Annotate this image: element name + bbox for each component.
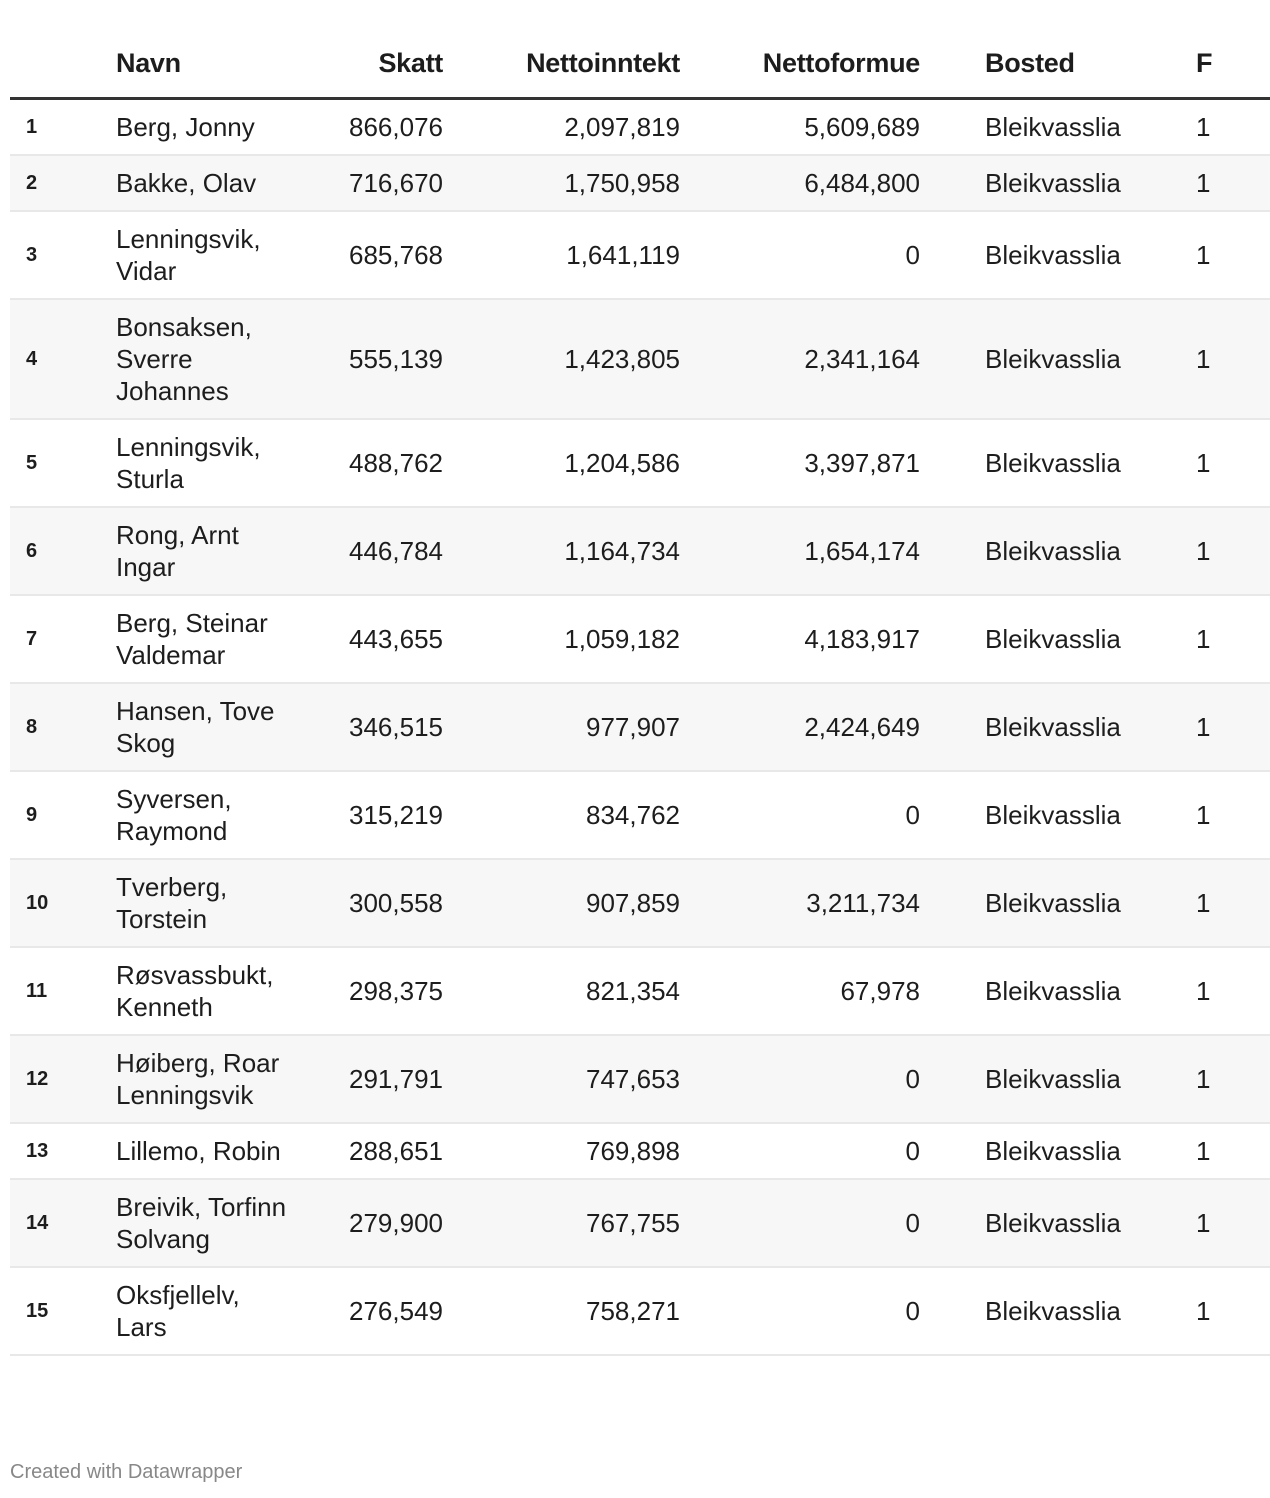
- cell-nettoformue: 0: [680, 771, 920, 859]
- cell-f: 1: [1196, 683, 1270, 771]
- cell-rank: 9: [10, 771, 116, 859]
- cell-nettoinntekt: 977,907: [443, 683, 680, 771]
- cell-nettoformue: 0: [680, 211, 920, 299]
- cell-bosted: Bleikvasslia: [920, 299, 1196, 419]
- cell-nettoformue: 0: [680, 1035, 920, 1123]
- header-nettoinntekt[interactable]: Nettoinntekt: [443, 30, 680, 99]
- header-skatt[interactable]: Skatt: [296, 30, 443, 99]
- cell-nettoformue: 0: [680, 1179, 920, 1267]
- table-row: [10, 1179, 1270, 1267]
- cell-bosted: Bleikvasslia: [920, 859, 1196, 947]
- table-row: [10, 155, 1270, 211]
- cell-nettoformue: 6,484,800: [680, 155, 920, 211]
- cell-skatt: 291,791: [296, 1035, 443, 1123]
- table-row: [10, 947, 1270, 1035]
- table-row: [10, 299, 1270, 419]
- cell-rank: 6: [10, 507, 116, 595]
- cell-f: 1: [1196, 1179, 1270, 1267]
- cell-nettoinntekt: 1,641,119: [443, 211, 680, 299]
- cell-navn: Lenningsvik, Vidar: [116, 211, 296, 299]
- cell-navn: Hansen, Tove Skog: [116, 683, 296, 771]
- cell-bosted: Bleikvasslia: [920, 419, 1196, 507]
- cell-rank: 5: [10, 419, 116, 507]
- cell-bosted: Bleikvasslia: [920, 771, 1196, 859]
- table-row: [10, 771, 1270, 859]
- table-row: [10, 211, 1270, 299]
- cell-f: 1: [1196, 1123, 1270, 1179]
- cell-rank: 7: [10, 595, 116, 683]
- table-row: [10, 683, 1270, 771]
- cell-rank: 4: [10, 299, 116, 419]
- table-row: [10, 507, 1270, 595]
- cell-rank: 14: [10, 1179, 116, 1267]
- cell-bosted: Bleikvasslia: [920, 1035, 1196, 1123]
- cell-bosted: Bleikvasslia: [920, 595, 1196, 683]
- cell-skatt: 288,651: [296, 1123, 443, 1179]
- cell-skatt: 555,139: [296, 299, 443, 419]
- cell-rank: 13: [10, 1123, 116, 1179]
- cell-nettoformue: 5,609,689: [680, 99, 920, 156]
- table-header: [10, 30, 1270, 99]
- cell-navn: Lillemo, Robin: [116, 1123, 296, 1179]
- cell-f: 1: [1196, 507, 1270, 595]
- cell-skatt: 716,670: [296, 155, 443, 211]
- cell-rank: 2: [10, 155, 116, 211]
- cell-f: 1: [1196, 771, 1270, 859]
- cell-nettoinntekt: 821,354: [443, 947, 680, 1035]
- cell-navn: Oksfjellelv, Lars: [116, 1267, 296, 1355]
- cell-rank: 11: [10, 947, 116, 1035]
- cell-nettoformue: 4,183,917: [680, 595, 920, 683]
- cell-f: 1: [1196, 155, 1270, 211]
- table-row: [10, 1123, 1270, 1179]
- cell-nettoinntekt: 767,755: [443, 1179, 680, 1267]
- table-container: [10, 30, 1213, 1356]
- cell-f: 1: [1196, 1267, 1270, 1355]
- cell-skatt: 346,515: [296, 683, 443, 771]
- cell-navn: Bakke, Olav: [116, 155, 296, 211]
- cell-rank: 15: [10, 1267, 116, 1355]
- cell-nettoformue: 3,397,871: [680, 419, 920, 507]
- cell-navn: Rong, Arnt Ingar: [116, 507, 296, 595]
- header-bosted[interactable]: Bosted: [920, 30, 1196, 99]
- cell-nettoinntekt: 1,423,805: [443, 299, 680, 419]
- footer-credit[interactable]: Created with Datawrapper: [10, 1461, 243, 1483]
- cell-f: 1: [1196, 299, 1270, 419]
- cell-rank: 8: [10, 683, 116, 771]
- cell-skatt: 443,655: [296, 595, 443, 683]
- cell-bosted: Bleikvasslia: [920, 1123, 1196, 1179]
- table-row: [10, 419, 1270, 507]
- cell-skatt: 488,762: [296, 419, 443, 507]
- header-navn[interactable]: Navn: [116, 30, 296, 99]
- cell-bosted: Bleikvasslia: [920, 99, 1196, 156]
- cell-nettoformue: 67,978: [680, 947, 920, 1035]
- cell-rank: 12: [10, 1035, 116, 1123]
- cell-rank: 1: [10, 99, 116, 156]
- cell-nettoinntekt: 907,859: [443, 859, 680, 947]
- cell-nettoinntekt: 2,097,819: [443, 99, 680, 156]
- cell-skatt: 300,558: [296, 859, 443, 947]
- header-nettoformue[interactable]: Nettoformue: [680, 30, 920, 99]
- cell-nettoinntekt: 747,653: [443, 1035, 680, 1123]
- cell-nettoformue: 1,654,174: [680, 507, 920, 595]
- cell-nettoinntekt: 1,164,734: [443, 507, 680, 595]
- cell-nettoinntekt: 758,271: [443, 1267, 680, 1355]
- cell-navn: Lenningsvik, Sturla: [116, 419, 296, 507]
- cell-skatt: 298,375: [296, 947, 443, 1035]
- table-body: [10, 99, 1270, 1356]
- cell-nettoformue: 0: [680, 1123, 920, 1179]
- cell-nettoinntekt: 1,750,958: [443, 155, 680, 211]
- header-f[interactable]: F: [1196, 30, 1270, 99]
- cell-nettoinntekt: 769,898: [443, 1123, 680, 1179]
- table-row: [10, 595, 1270, 683]
- cell-rank: 10: [10, 859, 116, 947]
- cell-f: 1: [1196, 419, 1270, 507]
- cell-f: 1: [1196, 1035, 1270, 1123]
- header-rank[interactable]: [10, 30, 116, 99]
- table-row: [10, 99, 1270, 156]
- cell-f: 1: [1196, 595, 1270, 683]
- cell-f: 1: [1196, 99, 1270, 156]
- cell-skatt: 276,549: [296, 1267, 443, 1355]
- cell-nettoinntekt: 1,204,586: [443, 419, 680, 507]
- cell-navn: Berg, Steinar Valdemar: [116, 595, 296, 683]
- cell-bosted: Bleikvasslia: [920, 211, 1196, 299]
- cell-skatt: 685,768: [296, 211, 443, 299]
- cell-skatt: 446,784: [296, 507, 443, 595]
- cell-nettoformue: 2,424,649: [680, 683, 920, 771]
- cell-bosted: Bleikvasslia: [920, 947, 1196, 1035]
- cell-f: 1: [1196, 859, 1270, 947]
- cell-nettoformue: 3,211,734: [680, 859, 920, 947]
- cell-navn: Tverberg, Torstein: [116, 859, 296, 947]
- cell-skatt: 866,076: [296, 99, 443, 156]
- table-row: [10, 1035, 1270, 1123]
- cell-bosted: Bleikvasslia: [920, 155, 1196, 211]
- cell-navn: Bonsaksen, Sverre Johannes: [116, 299, 296, 419]
- table-row: [10, 859, 1270, 947]
- cell-navn: Berg, Jonny: [116, 99, 296, 156]
- cell-nettoinntekt: 834,762: [443, 771, 680, 859]
- cell-bosted: Bleikvasslia: [920, 1267, 1196, 1355]
- cell-navn: Breivik, Torfinn Solvang: [116, 1179, 296, 1267]
- cell-bosted: Bleikvasslia: [920, 1179, 1196, 1267]
- cell-navn: Høiberg, Roar Lenningsvik: [116, 1035, 296, 1123]
- cell-bosted: Bleikvasslia: [920, 683, 1196, 771]
- cell-bosted: Bleikvasslia: [920, 507, 1196, 595]
- cell-nettoinntekt: 1,059,182: [443, 595, 680, 683]
- cell-skatt: 315,219: [296, 771, 443, 859]
- tax-table: [10, 30, 1270, 1356]
- table-row: [10, 1267, 1270, 1355]
- cell-navn: Røsvassbukt, Kenneth: [116, 947, 296, 1035]
- cell-f: 1: [1196, 211, 1270, 299]
- cell-nettoformue: 2,341,164: [680, 299, 920, 419]
- cell-skatt: 279,900: [296, 1179, 443, 1267]
- cell-f: 1: [1196, 947, 1270, 1035]
- cell-navn: Syversen, Raymond: [116, 771, 296, 859]
- cell-rank: 3: [10, 211, 116, 299]
- cell-nettoformue: 0: [680, 1267, 920, 1355]
